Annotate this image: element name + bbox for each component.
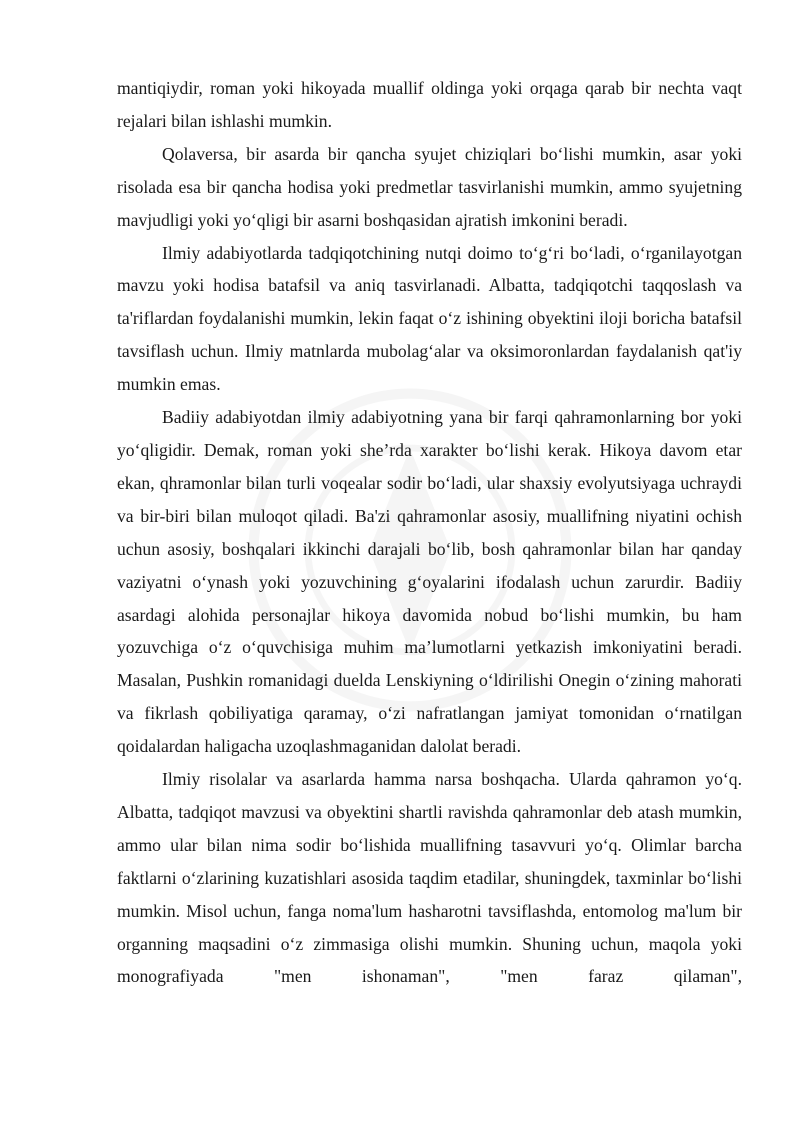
document-body	[117, 72, 742, 993]
paragraph-continued: mantiqiydir, roman yoki hikoyada muallif oldinga yoki orqaga qarab bir nechta vaqt rejalari bilan ishlashi mumkin.	[117, 78, 742, 131]
paragraph-scientific-speech: Ilmiy adabiyotlarda tadqiqotchining nutqi doimo to‘g‘ri bo‘ladi, o‘rganilayotgan mavzu yoki hodisa batafsil va aniq tasvirlanadi. Albatta, tadqiqotchi taqqoslash va ta'riflardan foydalanishi mumkin, lekin faqat o‘z ishining obyektini iloji boricha batafsil tavsiflash uchun. Ilmiy matnlarda mubolag‘alar va oksimoronlardan faydalanish qat'iy mumkin emas.	[117, 242, 742, 395]
paragraph-characters: Badiiy adabiyotdan ilmiy adabiyotning yana bir farqi qahramonlarning bor yoki yo‘qligidir. Demak, roman yoki she’rda xarakter bo‘lishi kerak. Hikoya davom etar ekan, qhramonlar bilan turli voqealar sodir bo‘ladi, ular shaxsiy evolyutsiyaga uchraydi va bir-biri bilan muloqot qiladi. Ba'zi qahramonlar asosiy, muallifning niyatini ochish uchun asosiy, boshqalari ikkinchi darajali bo‘lib, bosh qahramonlar bilan har qanday vaziyatni o‘ynash yoki yozuvchining g‘oyalarini ifodalash uchun zarurdir. Badiiy asardagi alohida personajlar hikoya davomida nobud bo‘lishi mumkin, bu ham yozuvchiga o‘z o‘quvchisiga muhim ma’lumotlarni yetkazish imkoniyatini beradi. Masalan, Pushkin romanidagi duelda Lenskiyning o‘ldirilishi Onegin o‘zining mahorati va fikrlash qobiliyatiga qaramay, o‘zi nafratlangan jamiyat tomonidan o‘rnatilgan qoidalardan haligacha uzoqlashmaganidan dalolat beradi.	[117, 407, 742, 757]
paragraph-plot-lines: Qolaversa, bir asarda bir qancha syujet chiziqlari bo‘lishi mumkin, asar yoki risolada esa bir qancha hodisa yoki predmetlar tasvirlanishi mumkin, ammo syujetning mavjudligi yoki yo‘qligi bir asarni boshqasidan ajratish imkonini beradi.	[117, 143, 742, 230]
paragraph-scientific-works: Ilmiy risolalar va asarlarda hamma narsa boshqacha. Ularda qahramon yo‘q. Albatta, tadqiqot mavzusi va obyektini shartli ravishda qahramonlar deb atash mumkin, ammo ular bilan nima sodir bo‘lishida muallifning tasavvuri yo‘q. Olimlar barcha faktlarni o‘zlarining kuzatishlari asosida taqdim etadilar, shuningdek, taxminlar bo‘lishi mumkin. Misol uchun, fanga noma'lum hasharotni tavsiflashda, entomolog ma'lum bir organning maqsadini o‘z zimmasiga olishi mumkin. Shuning uchun, maqola yoki monografiyada "men ishonaman", "men faraz qilaman",	[117, 769, 742, 987]
